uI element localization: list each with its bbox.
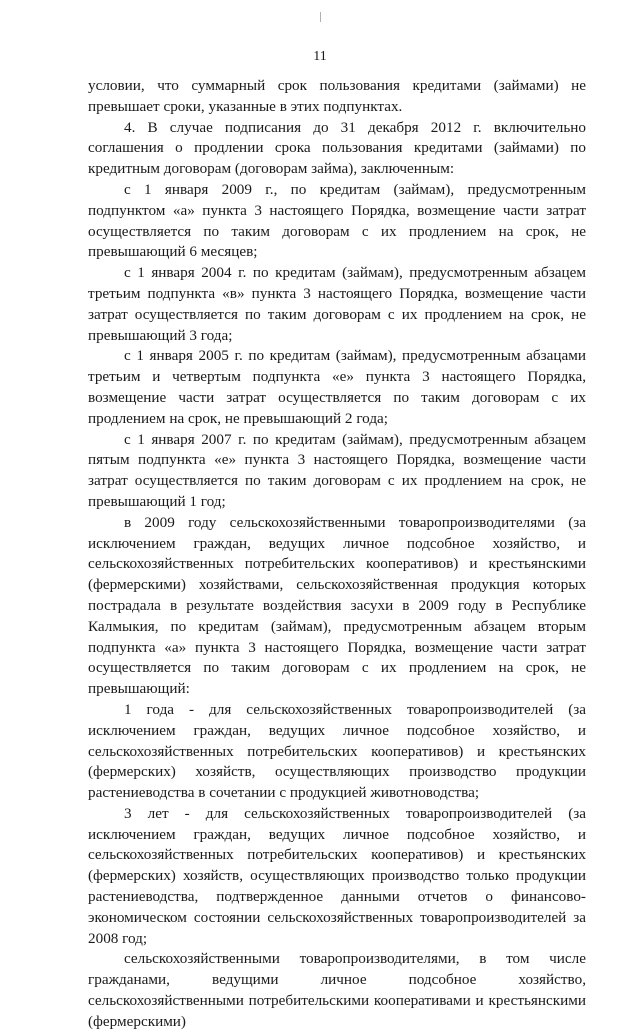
paragraph-three-years: 3 лет - для сельскохозяйственных товаропроизводителей (за исключением граждан, ведущих личное подсобное хозяйство, и сельскохозяйственных потребительских кооперативов) и крестьянских (фермерских) хозяйств, осуществляющих производство только продукции растениеводства, подтвержденное данными отчетов о финансово-экономическом состоянии сельскохозяйственных товаропроизводителей за 2008 год;: [88, 804, 586, 947]
paragraph-continuation: условии, что суммарный срок пользования кредитами (займами) не превышает сроки, указанные в этих подпунктах.: [88, 77, 586, 115]
paragraph-2004-subparagraph-v: с 1 января 2004 г. по кредитам (займам), предусмотренным абзацем третьим подпункта «в» пункта 3 настоящего Порядка, возмещение части затрат осуществляется по таким договорам с их продлением на срок, не превышающий 3 года;: [88, 264, 586, 344]
paragraph-one-year: 1 года - для сельскохозяйственных товаропроизводителей (за исключением граждан, ведущих личное подсобное хозяйство, и сельскохозяйственных потребительских кооперативов) и крестьянских (фермерских) хозяйств, осуществляющих производство продукции растениеводства в сочетании с продукцией животноводства;: [88, 700, 586, 802]
paragraph-2007-subparagraph-e: с 1 января 2007 г. по кредитам (займам), предусмотренным абзацем пятым подпункта «е» пункта 3 настоящего Порядка, возмещение части затрат осуществляется по таким договорам с их продлением на срок, не превышающий 1 год;: [88, 430, 586, 510]
page-number: 11: [313, 49, 327, 64]
document-body: [88, 76, 586, 1033]
scan-artifact: [320, 12, 321, 22]
paragraph-2005-subparagraph-e: с 1 января 2005 г. по кредитам (займам), предусмотренным абзацами третьим и четвертым подпункта «е» пункта 3 настоящего Порядка, возмещение части затрат осуществляется по таким договорам с их продлением на срок, не превышающий 2 года;: [88, 347, 586, 427]
paragraph-item-4: 4. В случае подписания до 31 декабря 2012 г. включительно соглашения о продлении срока пользования кредитами (займами) по кредитным договорам (договорам займа), заключенным:: [88, 118, 586, 178]
paragraph-drought-2009: в 2009 году сельскохозяйственными товаропроизводителями (за исключением граждан, ведущих личное подсобное хозяйство, и сельскохозяйственных потребительских кооперативов) и крестьянскими (фермерскими) хозяйствами, сельскохозяйственная продукция которых пострадала в результате воздействия засухи в 2009 году в Республике Калмыкия, по кредитам (займам), предусмотренным абзацем вторым подпункта «а» пункта 3 настоящего Порядка, возмещение части затрат осуществляется по таким договорам с их продлением на срок, не превышающий:: [88, 513, 586, 698]
paragraph-2009-subparagraph-a: с 1 января 2009 г., по кредитам (займам), предусмотренным подпунктом «а» пункта 3 настоящего Порядка, возмещение части затрат осуществляется по таким договорам с их продлением на срок, не превышающий 6 месяцев;: [88, 180, 586, 261]
paragraph-producers: сельскохозяйственными товаропроизводителями, в том числе гражданами, ведущими личное подсобное хозяйство, сельскохозяйственными потребительскими кооперативами и крестьянскими (фермерскими): [88, 950, 586, 1030]
